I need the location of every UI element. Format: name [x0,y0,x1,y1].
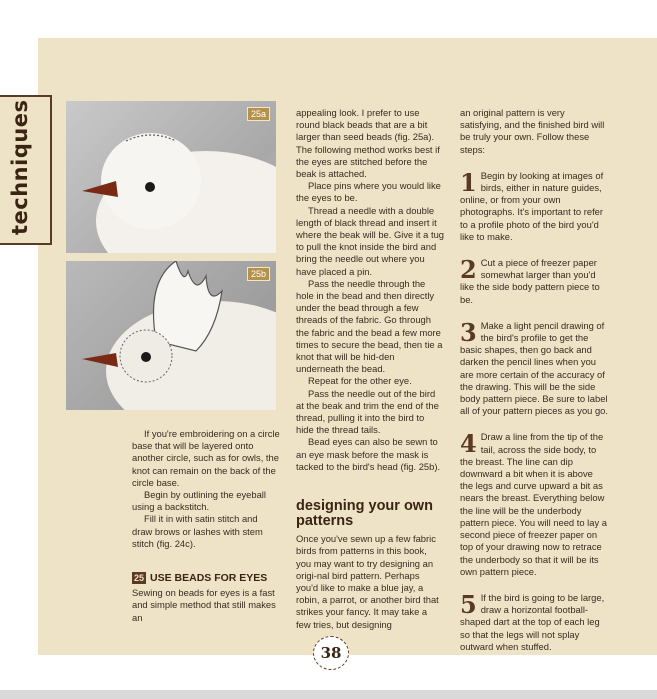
step-item [460,317,609,418]
text-column-2 [296,107,444,631]
step-text: Draw a line from the tip of the tail, across the side body, to the breast. The line can dip downward a bit when it is above the legs and curve upward a bit as nears the breast. Everything below the line will be the underbody pattern piece. You will need to lay a second piece of freezer paper on top of your drawing now to retrace the underbody so that it will be its own pattern piece. [460,431,607,577]
step-item [460,589,608,653]
bottom-strip [0,690,657,699]
paragraph: Bead eyes can also be sewn to an eye mask before the mask is tacked to the bird's head (fig. 25b). [296,436,441,472]
step-text: Make a light pencil drawing of the bird's profile to get the basic shapes, then go back and darken the pencil lines when you are more certain of the accuracy of the drawing. This will be the side body pattern piece. Be sure to label all of your pattern pieces as you go. [460,319,609,417]
paragraph: Sewing on beads for eyes is a fast and simple method that still makes an [132,587,276,623]
paragraph: appealing look. I prefer to use round black beads that are a bit larger than seed beads (fig. 25a). The following method works best if the eyes are stitched before the beak is attached. [296,107,440,180]
paragraph: Thread a needle with a double length of black thread and insert it where the beak will be. Give it a tug to pull the knot inside the bird and bring the needle out where you have placed a pin. [296,204,444,277]
paragraph: If you're embroidering on a circle base that will be layered onto another circle, such as for owls, the knot can remain on the back of the circle base. [132,428,280,488]
page-number: 38 [313,636,349,670]
step-item [460,257,608,306]
paragraph: Fill it in with satin stitch and draw brows or lashes with stem stitch (fig. 24c). [132,513,263,549]
step-text: Begin by looking at images of birds, either in nature guides, online, or from your own photographs. It's important to refer to a profile photo of the bird you'd like to make. [460,169,604,242]
step-item [460,167,608,243]
paragraph: Once you've sewn up a few fabric birds from patterns in this book, you may want to try designing an origi-nal bird pattern. Perhaps you'd like to make a blue jay, a robin, a parrot, or another bird that strikes your fancy. It may take a few tries, but designing [296,533,439,630]
step-number: 3 [460,317,477,347]
step-item [460,431,608,577]
paragraph: Place pins where you would like the eyes to be. [296,180,441,204]
section-tab-label: techniques [8,99,32,235]
paragraph: Repeat for the other eye. [308,375,412,387]
step-number: 1 [460,167,477,197]
subheading [132,572,280,584]
photo-25b [66,261,276,410]
paragraph: Pass the needle through the hole in the bead and then directly under the bead through a few threads of the fabric. Go through the fabric and the bead a few more times to secure the bead, then tie a knot that will be hid-den underneath the bead. [296,277,443,375]
section-tab [0,95,52,245]
felt-bird-with-wing-pattern-photo [66,261,276,410]
felt-bird-head-beaded-eye-photo [66,101,276,253]
text-column-3 [460,107,608,653]
text-column-1 [132,428,280,624]
step-text: If the bird is going to be large, draw a horizontal football-shaped dart at the top of each leg so that the legs will not splay outward when stuffed. [460,591,605,652]
paragraph: Pass the needle out of the bird at the beak and trim the end of the thread, pulling it into the bird to hide the thread tails. [296,387,439,436]
figure-tag: 25b [247,267,270,281]
step-number: 5 [460,589,477,619]
subheading-text: USE BEADS FOR EYES [150,572,268,585]
step-number: 2 [460,255,477,285]
figure-tag: 25a [247,107,270,121]
photo-25a [66,101,276,253]
subheading-number: 25 [134,573,145,584]
paragraph: Begin by outlining the eyeball using a backstitch. [132,489,266,513]
step-text: Cut a piece of freezer paper somewhat larger than you'd like the side body pattern piece to be. [460,257,600,305]
paragraph: an original pattern is very satisfying, and the finished bird will be truly your own. Follow these steps: [460,107,605,155]
step-number: 4 [460,429,477,459]
section-heading: designing your own patterns [296,498,433,530]
